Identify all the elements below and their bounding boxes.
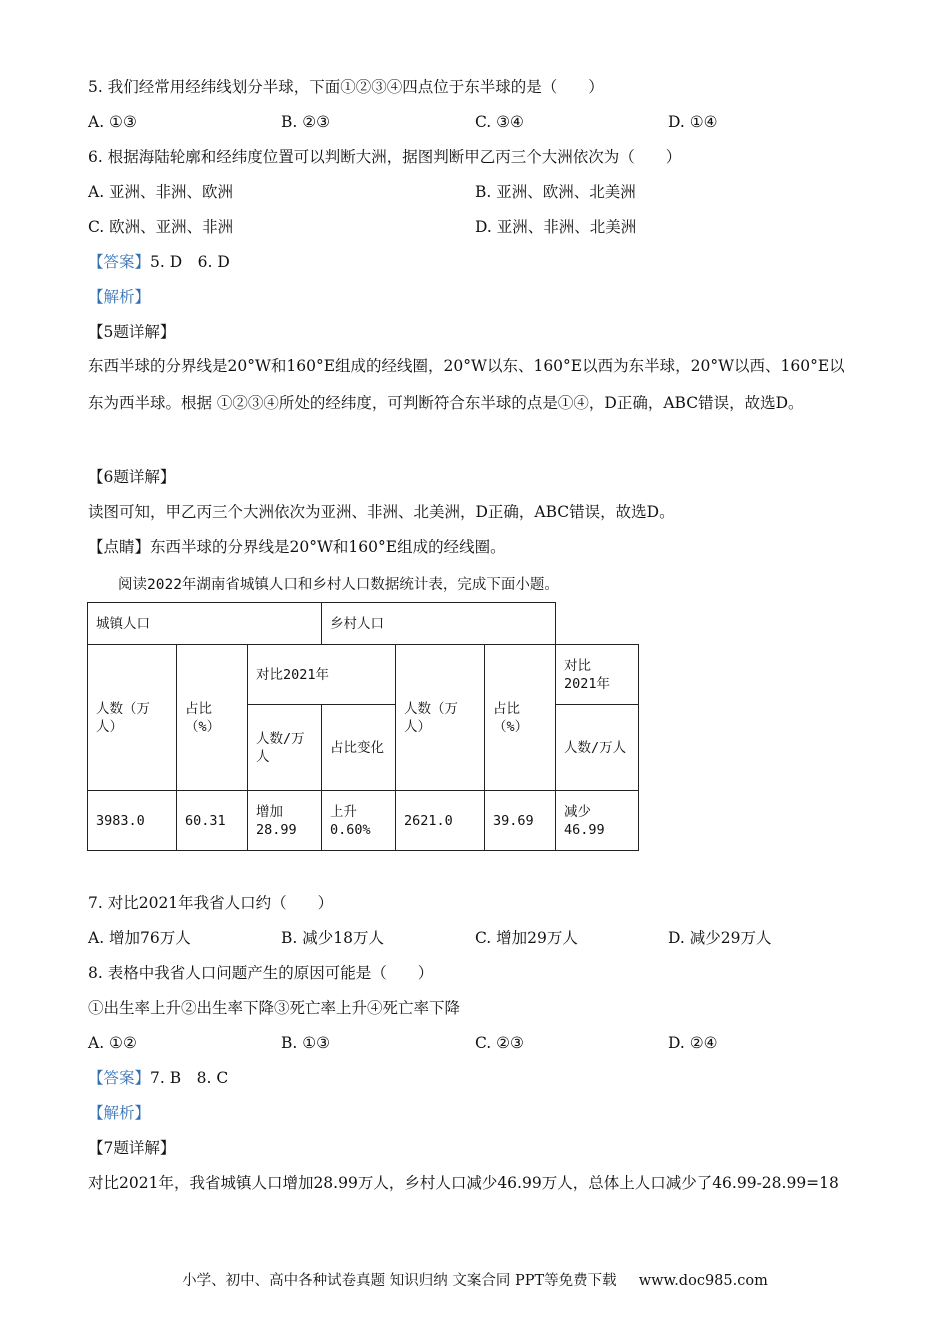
answer-line-1 <box>88 252 230 272</box>
answer-label: 【答案】 <box>88 253 151 271</box>
urban-header: 城镇人口 <box>88 603 322 645</box>
q5-option-b: B. ②③ <box>281 113 331 131</box>
population-table <box>87 602 639 851</box>
footer-text: 小学、初中、高中各种试卷真题 知识归纳 文案合同 PPT等免费下载 <box>182 1273 617 1289</box>
answer-text: 7. B 8. C <box>150 1069 229 1087</box>
q6-option-d: D. 亚洲、非洲、北美洲 <box>475 218 637 236</box>
rural-people-change-header: 人数/万人 <box>556 705 639 791</box>
urban-people-header: 人数（万人） <box>88 645 177 791</box>
question-8-stem: 8. 表格中我省人口问题产生的原因可能是（ ） <box>88 964 434 982</box>
urban-people-cell: 3983.0 <box>88 791 177 851</box>
q8-option-c: C. ②③ <box>475 1034 524 1052</box>
urban-people-change-cell: 增加 28.99 <box>248 791 322 851</box>
urban-ratio-cell: 60.31 <box>177 791 248 851</box>
rural-people-cell: 2621.0 <box>396 791 485 851</box>
answer-label: 【答案】 <box>88 1069 151 1087</box>
question-7-stem: 7. 对比2021年我省人口约（ ） <box>88 894 334 912</box>
answer-text: 5. D 6. D <box>150 253 230 271</box>
q7-option-a: A. 增加76万人 <box>88 929 191 947</box>
q7-option-b: B. 减少18万人 <box>281 929 384 947</box>
detail-6-title: 【6题详解】 <box>88 468 176 486</box>
q8-option-d: D. ②④ <box>668 1034 718 1052</box>
detail-6-text: 读图可知，甲乙丙三个大洲依次为亚洲、非洲、北美洲，D正确，ABC错误，故选D。 <box>88 503 675 521</box>
detail-7-title: 【7题详解】 <box>88 1139 176 1157</box>
footer-url[interactable]: www.doc985.com <box>638 1273 768 1289</box>
urban-ratio-change-header: 占比变化 <box>322 705 396 791</box>
q6-option-a: A. 亚洲、非洲、欧洲 <box>88 183 234 201</box>
q5-option-d: D. ①④ <box>668 113 718 131</box>
page-footer <box>0 1269 950 1290</box>
q7-option-d: D. 减少29万人 <box>668 929 772 947</box>
q5-option-c: C. ③④ <box>475 113 524 131</box>
detail-5-text: 东西半球的分界线是20°W和160°E组成的经线圈，20°W以东、160°E以西为东半球，20°W以西、160°E以东为西半球。根据 ①②③④所处的经纬度，可判断符合东半球的点是①④，D正确，ABC错误，故选D。 <box>88 357 845 412</box>
detail-7-text: 对比2021年，我省城镇人口增加28.99万人，乡村人口减少46.99万人，总体上人口减少了46.99-28.99=18 <box>88 1174 839 1192</box>
dianjing-label: 【点睛】 <box>88 538 151 556</box>
question-5-stem: 5. 我们经常用经纬线划分半球，下面①②③④四点位于东半球的是（ ） <box>88 78 604 96</box>
question-6-stem: 6. 根据海陆轮廓和经纬度位置可以判断大洲，据图判断甲乙丙三个大洲依次为（ ） <box>88 148 682 166</box>
q5-option-a: A. ①③ <box>88 113 137 131</box>
analysis-label-2: 【解析】 <box>88 1104 151 1122</box>
q8-option-b: B. ①③ <box>281 1034 331 1052</box>
answer-line-2 <box>88 1068 228 1088</box>
rural-people-change-cell: 减少 46.99 <box>556 791 639 851</box>
urban-ratio-header: 占比（%） <box>177 645 248 791</box>
q7-option-c: C. 增加29万人 <box>475 929 578 947</box>
table-intro: 阅读2022年湖南省城镇人口和乡村人口数据统计表，完成下面小题。 <box>118 577 559 593</box>
dianjing-line <box>88 537 506 557</box>
question-8-sub: ①出生率上升②出生率下降③死亡率上升④死亡率下降 <box>88 999 461 1017</box>
dianjing-text: 东西半球的分界线是20°W和160°E组成的经线圈。 <box>150 538 506 556</box>
urban-people-change-header: 人数/万人 <box>248 705 322 791</box>
rural-ratio-header: 占比（%） <box>485 645 556 791</box>
q6-option-b: B. 亚洲、欧洲、北美洲 <box>475 183 636 201</box>
detail-5-title: 【5题详解】 <box>88 323 176 341</box>
rural-header: 乡村人口 <box>322 603 556 645</box>
urban-vs2021-header: 对比2021年 <box>248 645 396 705</box>
q6-option-c: C. 欧洲、亚洲、非洲 <box>88 218 234 236</box>
urban-ratio-change-cell: 上升 0.60% <box>322 791 396 851</box>
analysis-label-1: 【解析】 <box>88 288 151 306</box>
q8-option-a: A. ①② <box>88 1034 137 1052</box>
rural-ratio-cell: 39.69 <box>485 791 556 851</box>
rural-people-header: 人数（万人） <box>396 645 485 791</box>
rural-vs2021-header: 对比 2021年 <box>556 645 639 705</box>
